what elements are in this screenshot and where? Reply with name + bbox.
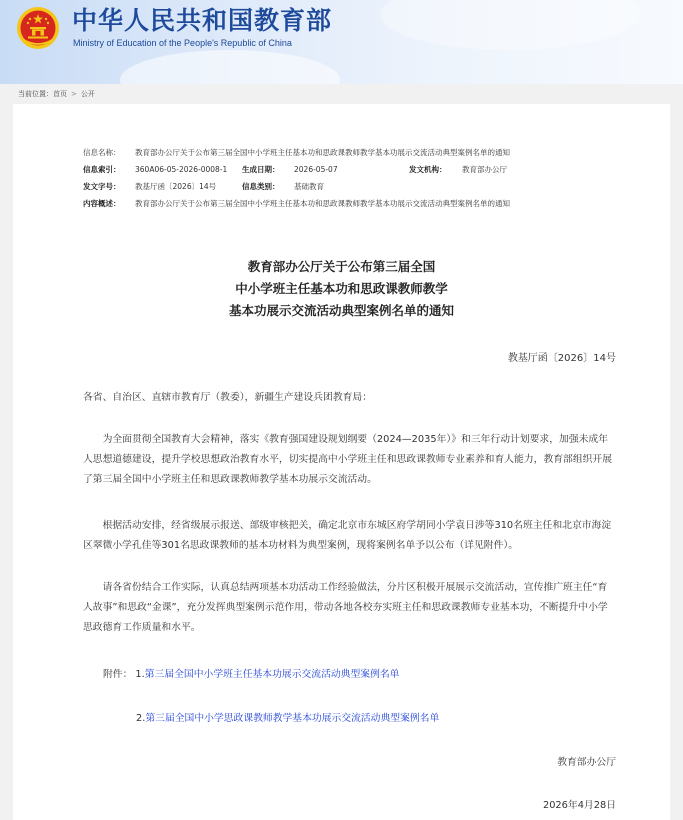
meta-summary-label: 内容概述：	[83, 199, 121, 208]
meta-row-name	[83, 144, 623, 161]
attachment-label: 附件：	[103, 669, 133, 680]
attachment-1-number: 1.	[135, 669, 145, 680]
site-header	[0, 0, 683, 84]
meta-name-label: 信息名称：	[83, 148, 121, 157]
breadcrumb-public-link[interactable]: 公开	[80, 90, 95, 98]
meta-name-value: 教育部办公厅关于公布第三届全国中小学班主任基本功和思政课教师教学基本功展示交流活动典型案例名单的通知	[135, 148, 510, 157]
meta-summary-value: 教育部办公厅关于公布第三届全国中小学班主任基本功和思政课教师教学基本功展示交流活动典型案例名单的通知	[135, 199, 510, 208]
attachment-1	[103, 665, 399, 685]
document-title-line: 教育部办公厅关于公布第三届全国	[247, 259, 436, 274]
paragraph-3: 请各省份结合工作实际，认真总结两项基本功活动工作经验做法，分片区积极开展展示交流活动，宣传推广班主任“育人故事”和思政“金课”，充分发挥典型案例示范作用，带动各地各校夯实班主任和思政课教师专业基本功，不断提升中小学思政德育工作质量和水平。	[83, 582, 608, 633]
meta-index-label: 信息索引：	[83, 165, 121, 174]
meta-docno-value: 教基厅函〔2026〕14号	[135, 182, 217, 191]
breadcrumb-separator: >	[71, 90, 77, 98]
meta-category-label: 信息类别：	[242, 182, 280, 191]
paragraph-1: 为全面贯彻全国教育大会精神，落实《教育强国建设规划纲要（2024—2035年）》和三年行动计划要求，加强未成年人思想道德建设，提升学校思想政治教育水平，切实提高中小学班主任和思政课教师专业素养和育人能力，教育部组织开展了第三届全国中小学班主任和思政课教师教学基本功展示交流活动。	[83, 434, 613, 485]
signature-org: 教育部办公厅	[557, 757, 616, 768]
breadcrumb	[18, 89, 95, 99]
meta-index-value: 360A06-05-2026-0008-1	[135, 165, 228, 174]
meta-row-docno	[83, 178, 623, 195]
meta-date-value: 2026-05-07	[294, 165, 338, 174]
site-title[interactable]: 中华人民共和国教育部	[72, 6, 333, 35]
document-title-line: 基本功展示交流活动典型案例名单的通知	[228, 303, 454, 318]
meta-docno-label: 发文字号：	[83, 182, 121, 191]
meta-info-table	[83, 144, 623, 212]
paragraph-2: 根据活动安排，经省级展示报送、部级审核把关，确定北京市东城区府学胡同小学袁日涉等310名班主任和北京市海淀区翠微小学孔佳等301名思政课教师的基本功材料为典型案例，现将案例名单予以公布（详见附件）。	[83, 520, 612, 551]
salutation: 各省、自治区、直辖市教育厅（教委），新疆生产建设兵团教育局：	[83, 392, 373, 403]
meta-org-value: 教育部办公厅	[462, 165, 507, 174]
attachment-2	[136, 709, 439, 729]
document-number: 教基厅函〔2026〕14号	[507, 353, 616, 364]
breadcrumb-label: 当前位置：	[18, 90, 53, 98]
meta-row-summary	[83, 195, 623, 212]
header-cloud-decoration	[380, 0, 640, 50]
attachment-2-number: 2.	[136, 713, 146, 724]
attachment-1-link[interactable]: 第三届全国中小学班主任基本功展示交流活动典型案例名单	[144, 669, 400, 680]
meta-org-label: 发文机构：	[409, 165, 447, 174]
national-emblem-icon[interactable]	[16, 6, 60, 50]
header-cloud-decoration	[120, 50, 340, 84]
content-panel	[13, 104, 670, 820]
site-subtitle: Ministry of Education of the People's Republic of China	[73, 38, 292, 48]
breadcrumb-home-link[interactable]: 首页	[53, 90, 67, 98]
meta-date-label: 生成日期：	[242, 165, 280, 174]
meta-category-value: 基础教育	[294, 182, 324, 191]
attachment-2-link[interactable]: 第三届全国中小学思政课教师教学基本功展示交流活动典型案例名单	[145, 713, 440, 724]
meta-row-index	[83, 161, 623, 178]
document-title-line: 中小学班主任基本功和思政课教师教学	[235, 281, 448, 296]
signature-date: 2026年4月28日	[542, 800, 616, 811]
document-title	[13, 256, 670, 322]
